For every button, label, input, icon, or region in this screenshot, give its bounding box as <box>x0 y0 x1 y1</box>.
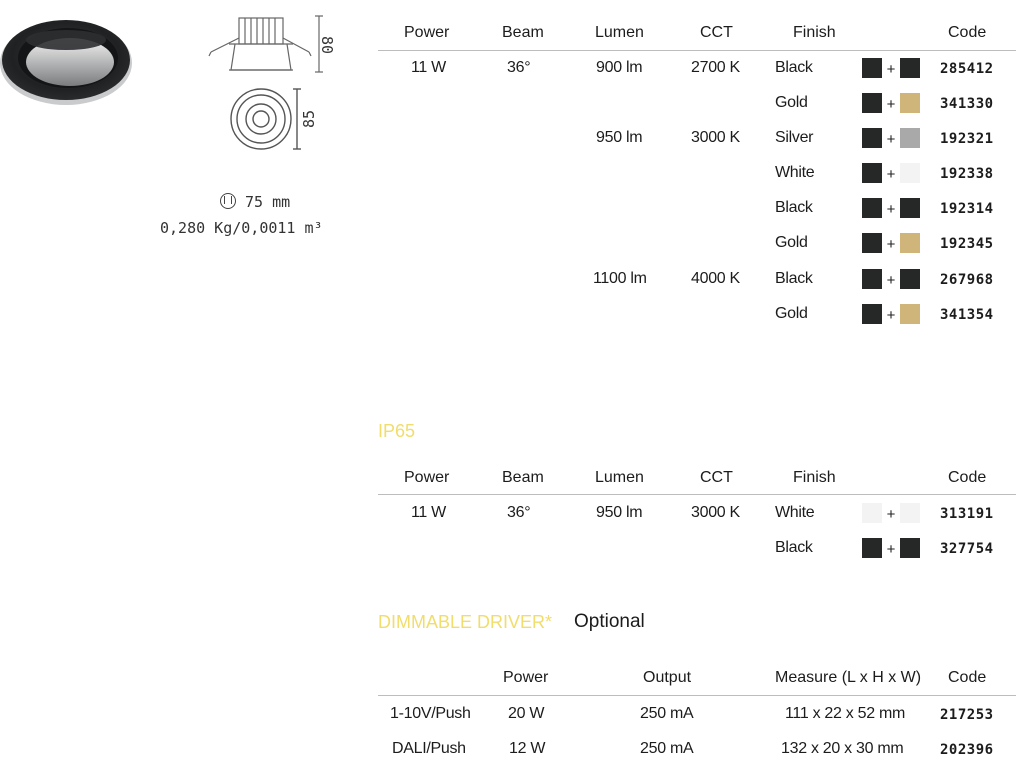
plus-sign: + <box>886 541 896 558</box>
swatch-finish <box>900 93 920 113</box>
cell-power: 12 W <box>509 740 546 757</box>
cell-finish: Gold <box>775 94 808 111</box>
cell-cct: 4000 K <box>691 270 740 287</box>
col-header-code: Code <box>948 669 987 686</box>
swatch-finish <box>900 58 920 78</box>
col-header-lumen: Lumen <box>595 24 644 41</box>
swatch-body <box>862 538 882 558</box>
section-title-driver: DIMMABLE DRIVER* <box>378 612 553 632</box>
swatch-finish <box>900 503 920 523</box>
col-header-finish: Finish <box>793 24 836 41</box>
cell-code: 192345 <box>940 236 994 252</box>
cell-finish: Gold <box>775 305 808 322</box>
cell-code: 341354 <box>940 307 994 323</box>
swatch-body <box>862 163 882 183</box>
cell-beam: 36° <box>507 59 531 76</box>
cell-type: DALI/Push <box>392 740 466 757</box>
cell-cct: 3000 K <box>691 129 740 146</box>
cell-finish: Silver <box>775 129 814 146</box>
cell-code: 192338 <box>940 166 994 182</box>
swatch-body <box>862 269 882 289</box>
plus-sign: + <box>886 272 896 289</box>
cell-power: 11 W <box>411 59 446 76</box>
cell-power: 20 W <box>508 705 545 722</box>
cell-cct: 2700 K <box>691 59 740 76</box>
header-divider <box>378 494 1016 495</box>
col-header-beam: Beam <box>502 469 544 486</box>
cell-lumen: 950 lm <box>596 129 643 146</box>
col-header-code: Code <box>948 24 987 41</box>
plus-sign: + <box>886 236 896 253</box>
section-title-ip65: IP65 <box>378 421 416 441</box>
cell-finish: White <box>775 164 815 181</box>
swatch-body <box>862 503 882 523</box>
cell-beam: 36° <box>507 504 531 521</box>
diameter-dimension: 85 <box>300 109 319 129</box>
cell-code: 267968 <box>940 272 994 288</box>
swatch-finish <box>900 304 920 324</box>
swatch-body <box>862 93 882 113</box>
cell-finish: White <box>775 504 815 521</box>
col-header-power: Power <box>503 669 549 686</box>
cutout-value: 75 mm <box>245 193 291 211</box>
col-header-power: Power <box>404 469 450 486</box>
plus-sign: + <box>886 166 896 183</box>
swatch-body <box>862 128 882 148</box>
cell-type: 1-10V/Push <box>390 705 471 722</box>
col-header-finish: Finish <box>793 469 836 486</box>
cutout-icon <box>220 193 236 209</box>
cell-code: 202396 <box>940 742 994 758</box>
col-header-power: Power <box>404 24 450 41</box>
plus-sign: + <box>886 131 896 148</box>
swatch-finish <box>900 538 920 558</box>
cell-code: 192321 <box>940 131 994 147</box>
cell-code: 217253 <box>940 707 994 723</box>
cell-finish: Black <box>775 199 813 216</box>
cell-measure: 132 x 20 x 30 mm <box>781 740 904 757</box>
cell-finish: Black <box>775 59 813 76</box>
cell-power: 11 W <box>411 504 446 521</box>
cell-lumen: 1100 lm <box>593 270 647 287</box>
plus-sign: + <box>886 61 896 78</box>
cell-code: 285412 <box>940 61 994 77</box>
plus-sign: + <box>886 201 896 218</box>
swatch-finish <box>900 269 920 289</box>
swatch-body <box>862 198 882 218</box>
cell-code: 192314 <box>940 201 994 217</box>
cell-output: 250 mA <box>640 740 694 757</box>
col-header-code: Code <box>948 469 987 486</box>
height-dimension: 80 <box>318 35 337 55</box>
swatch-body <box>862 304 882 324</box>
cell-finish: Black <box>775 270 813 287</box>
col-header-lumen: Lumen <box>595 469 644 486</box>
swatch-finish <box>900 163 920 183</box>
cell-cct: 3000 K <box>691 504 740 521</box>
plus-sign: + <box>886 506 896 523</box>
cell-finish: Black <box>775 539 813 556</box>
cell-output: 250 mA <box>640 705 694 722</box>
swatch-finish <box>900 128 920 148</box>
col-header-beam: Beam <box>502 24 544 41</box>
swatch-body <box>862 58 882 78</box>
cell-code: 327754 <box>940 541 994 557</box>
header-divider <box>378 50 1016 51</box>
cell-code: 313191 <box>940 506 994 522</box>
section-subtitle-optional: Optional <box>574 611 645 632</box>
cell-measure: 111 x 22 x 52 mm <box>785 705 905 722</box>
header-divider <box>378 695 1016 696</box>
col-header-cct: CCT <box>700 24 733 41</box>
col-header-cct: CCT <box>700 469 733 486</box>
col-header-output: Output <box>643 669 692 686</box>
cell-lumen: 900 lm <box>596 59 643 76</box>
product-photo <box>0 0 140 120</box>
swatch-body <box>862 233 882 253</box>
swatch-finish <box>900 198 920 218</box>
cell-finish: Gold <box>775 234 808 251</box>
cell-code: 341330 <box>940 96 994 112</box>
weight-volume: 0,280 Kg/0,0011 m³ <box>160 219 323 237</box>
plus-sign: + <box>886 307 896 324</box>
plus-sign: + <box>886 96 896 113</box>
col-header-measure: Measure (L x H x W) <box>775 669 922 686</box>
cell-lumen: 950 lm <box>596 504 643 521</box>
cutout-spec <box>220 193 290 211</box>
swatch-finish <box>900 233 920 253</box>
